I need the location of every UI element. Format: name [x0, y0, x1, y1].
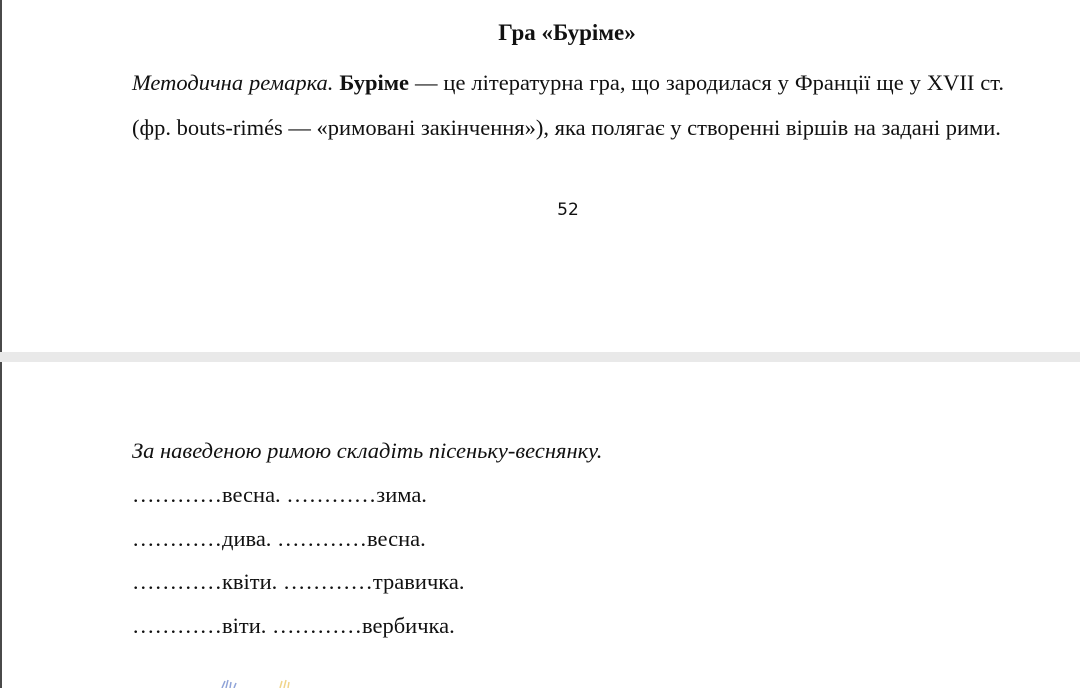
rhyme-line: …………весна. …………зима.: [132, 482, 427, 507]
methodical-remark: [132, 60, 1004, 150]
document-page-bottom: [0, 362, 1080, 688]
rhyme-line: …………віти. …………вербичка.: [132, 612, 455, 638]
page-number: 52: [557, 200, 579, 220]
remark-text: — це літературна гра, що зародилася у Франції ще у XVII ст. (фр. bouts-rimés — «римовані закінчення»), яка полягає у створенні віршів на задані рими.: [132, 70, 1005, 140]
rhyme-line: …………квіти. …………травичка.: [132, 569, 465, 594]
page-title: Гра «Буріме»: [498, 20, 636, 45]
term-bouts-rimes: Буріме: [339, 70, 410, 95]
remark-label: Методична ремарка.: [132, 70, 334, 95]
rhyme-list: [132, 480, 464, 654]
task-instruction: За наведеною римою складіть пісеньку-веснянку.: [132, 438, 603, 463]
flower-decoration-icon: [216, 678, 306, 688]
rhyme-line: …………дива. …………весна.: [132, 525, 426, 551]
